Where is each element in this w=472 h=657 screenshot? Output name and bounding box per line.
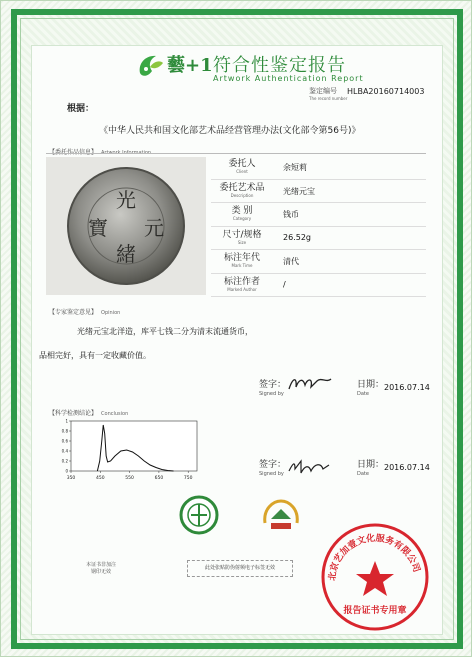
anti-counterfeit-label: 此处张贴防伪射频电子标签无效 bbox=[187, 560, 293, 577]
coin-photo bbox=[46, 157, 206, 295]
conclusion-section-heading: 【科学检测结论】 Conclusion bbox=[49, 410, 129, 417]
info-row-mark-time: 标注年代 Mark Time 清代 bbox=[211, 250, 426, 274]
y-tick-label: 0.4 bbox=[61, 448, 68, 454]
info-row-author: 标注作者 Marked Author / bbox=[211, 274, 426, 298]
artwork-section-heading: 【委托作品信息】 Artwork Information bbox=[49, 149, 152, 156]
y-tick-label: 0 bbox=[65, 468, 68, 474]
report-subtitle: Artwork Authentication Report bbox=[213, 74, 364, 83]
steel-seal-note: 本证书非加注 钢印无效 bbox=[85, 562, 116, 575]
company-seal-icon bbox=[319, 521, 431, 633]
plot-frame bbox=[71, 421, 197, 471]
info-row-description: 委托艺术品 Description 光绪元宝 bbox=[211, 180, 426, 204]
lab-date-label: 日期： Date bbox=[357, 460, 385, 477]
expert-sign-label: 签字： Signed by bbox=[259, 380, 287, 397]
opinion-section-heading: 【专家鉴定意见】 Opinion bbox=[49, 309, 121, 316]
lab-sign-label: 签字： Signed by bbox=[259, 460, 287, 477]
coin-char-top: 光 bbox=[116, 188, 136, 212]
expert-date: 2016.07.14 bbox=[384, 383, 430, 392]
report-title: 符合性鉴定报告 bbox=[213, 55, 346, 76]
lab-signature bbox=[287, 457, 331, 477]
expert-date-label: 日期： Date bbox=[357, 380, 385, 397]
opinion-text-line2: 品相完好，具有一定收藏价值。 bbox=[39, 351, 151, 360]
opinion-text-line1: 光绪元宝北洋造，库平七钱二分为清末流通货币， bbox=[77, 327, 253, 336]
ministry-emblem-icon bbox=[179, 495, 219, 535]
y-tick-label: 0.8 bbox=[61, 428, 68, 434]
y-tick-label: 1 bbox=[65, 418, 68, 424]
expert-signature bbox=[287, 373, 333, 395]
seal-subtext: 报告证书专用章 bbox=[343, 606, 407, 616]
basis-label: 根据： bbox=[67, 104, 95, 114]
artwork-info-table bbox=[211, 156, 426, 297]
record-number: HLBA20160714003 bbox=[347, 87, 425, 96]
x-tick-label: 350 bbox=[66, 476, 76, 481]
x-tick-label: 450 bbox=[96, 476, 105, 481]
coin-char-left: 寶 bbox=[88, 216, 108, 240]
x-tick-label: 750 bbox=[183, 476, 193, 481]
record-number-label: 鉴定编号 The record number bbox=[309, 87, 348, 101]
info-row-size: 尺寸/规格 Size 26.52g bbox=[211, 227, 426, 251]
coin-char-right: 元 bbox=[144, 216, 164, 240]
seal-text: 北京艺加壹文化服务有限公司 bbox=[327, 533, 422, 582]
basis-text: 《中华人民共和国文化部艺术品经营管理办法(文化部令第56号)》 bbox=[99, 126, 361, 136]
info-row-client: 委托人 Client 余短莉 bbox=[211, 156, 426, 180]
info-row-category: 类 别 Category 钱币 bbox=[211, 203, 426, 227]
coin-char-bottom: 緒 bbox=[116, 242, 136, 266]
x-tick-label: 650 bbox=[154, 476, 164, 481]
y-tick-label: 0.2 bbox=[61, 458, 68, 464]
brand-logo-icon bbox=[136, 51, 166, 81]
x-tick-label: 550 bbox=[125, 476, 134, 481]
y-tick-label: 0.6 bbox=[61, 438, 68, 444]
lab-date: 2016.07.14 bbox=[384, 463, 430, 472]
association-emblem-icon bbox=[259, 495, 303, 535]
spectrum-chart bbox=[55, 417, 205, 481]
brand-name: 藝+1 bbox=[167, 55, 213, 76]
